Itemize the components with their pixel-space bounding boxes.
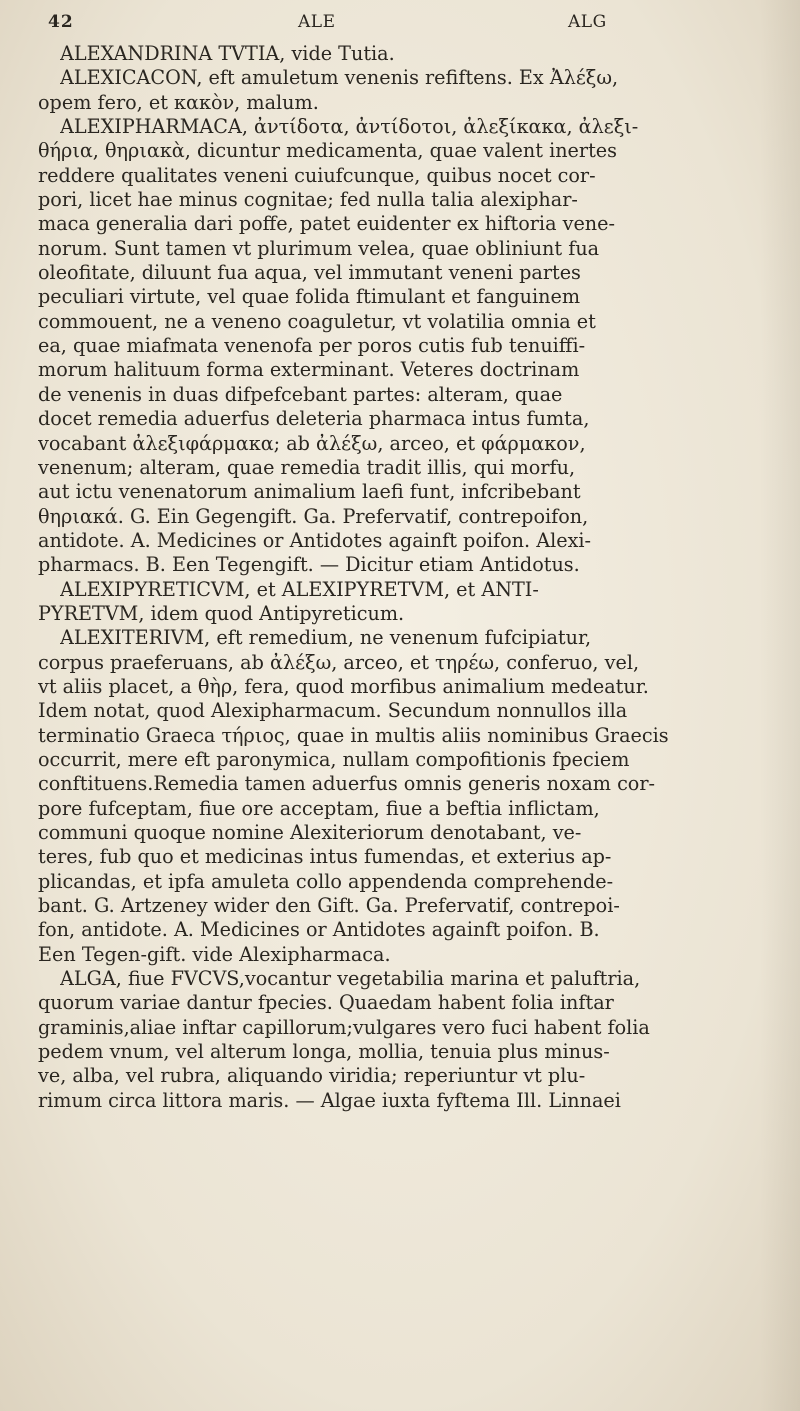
page-number: 42 — [48, 12, 74, 32]
text-line: θήρια, θηριακὰ, dicuntur medicamenta, quae valent inertes — [38, 139, 617, 163]
text-line: ALEXITERIVM, eft remedium, ne venenum fufcipiatur, — [60, 626, 592, 650]
text-line: norum. Sunt tamen vt plurimum velea, quae obliniunt fua — [38, 236, 600, 260]
text-line: graminis,aliae inftar capillorum;vulgares vero fuci habent folia — [38, 1015, 650, 1039]
text-line: ve, alba, vel rubra, aliquando viridia; reperiuntur vt plu- — [38, 1064, 586, 1088]
text-line: oleofitate, diluunt fua aqua, vel immutant veneni partes — [38, 261, 581, 285]
text-line: aut ictu venenatorum animalium laefi funt, infcribebant — [38, 480, 581, 504]
right-running-head: ALG — [568, 12, 607, 32]
text-line: occurrit, mere eft paronymica, nullam compofitionis fpeciem — [38, 747, 630, 771]
dictionary-entry — [38, 66, 754, 115]
text-line: ALGA, fiue FVCVS,vocantur vegetabilia marina et paluftria, — [60, 967, 641, 991]
dictionary-entry — [38, 578, 754, 627]
text-line: bant. G. Artzeney wider den Gift. Ga. Prefervatif, contrepoi- — [38, 894, 620, 918]
text-line: ALEXICACON, eft amuletum venenis refiftens. Ex Ἀλέξω, — [60, 66, 619, 90]
text-line: quorum variae dantur fpecies. Quaedam habent folia inftar — [38, 991, 614, 1015]
text-line: pore fufceptam, fiue ore acceptam, fiue a beftia inflictam, — [38, 796, 600, 820]
text-line: venenum; alteram, quae remedia tradit illis, qui morfu, — [38, 455, 576, 479]
text-line: plicandas, et ipfa amuleta collo appendenda comprehende- — [38, 869, 614, 893]
text-line: ALEXANDRINA TVTIA, vide Tutia. — [60, 42, 395, 65]
text-line: conftituens.Remedia tamen aduerfus omnis generis noxam cor- — [38, 772, 656, 796]
text-line: morum halituum forma exterminant. Veteres doctrinam — [38, 358, 580, 382]
page-shadow — [760, 0, 800, 1411]
text-line: docet remedia aduerfus deleteria pharmaca intus fumta, — [38, 407, 590, 431]
text-line: antidote. A. Medicines or Antidotes againft poifon. Alexi- — [38, 528, 592, 552]
text-line: communi quoque nomine Alexiteriorum denotabant, ve- — [38, 821, 582, 844]
dictionary-entry — [38, 115, 754, 578]
dictionary-entry — [38, 967, 754, 1113]
text-line: PYRETVM, idem quod Antipyreticum. — [38, 601, 405, 625]
text-line: terminatio Graeca τήριος, quae in multis aliis nominibus Graecis — [38, 723, 669, 747]
text-line: opem fero, et κακὸν, malum. — [38, 90, 319, 114]
text-line: corpus praeferuans, ab ἀλέξω, arceo, et τηρέω, conferuo, vel, — [38, 650, 640, 674]
text-line: reddere qualitates veneni cuiufcunque, quibus nocet cor- — [38, 163, 596, 187]
text-line: Een Tegen-gift. vide Alexipharmaca. — [38, 942, 391, 966]
text-line: ALEXIPYRETICVM, et ALEXIPYRETVM, et ANTI- — [60, 577, 539, 601]
text-line: fon, antidote. A. Medicines or Antidotes againft poifon. B. — [38, 918, 600, 942]
text-line: θηριακά. G. Ein Gegengift. Ga. Prefervatif, contrepoifon, — [38, 504, 589, 528]
dictionary-entry — [38, 626, 754, 967]
text-line: pedem vnum, vel alterum longa, mollia, tenuia plus minus- — [38, 1040, 610, 1064]
text-line: ea, quae miafmata venenofa per poros cutis fub tenuiffi- — [38, 334, 586, 358]
text-line: de venenis in duas difpefcebant partes: alteram, quae — [38, 382, 563, 406]
text-line: Idem notat, quod Alexipharmacum. Secundum nonnullos illa — [38, 699, 628, 723]
text-line: ALEXIPHARMACA, ἀντίδοτα, ἀντίδοτοι, ἀλεξίκακα, ἀλεξι- — [60, 115, 639, 139]
text-line: peculiari virtute, vel quae folida ftimulant et fanguinem — [38, 285, 581, 309]
dictionary-text — [38, 42, 754, 1113]
text-line: pharmacs. B. Een Tegengift. — Dicitur etiam Antidotus. — [38, 553, 580, 577]
text-line: vocabant ἀλεξιφάρμακα; ab ἀλέξω, arceo, et φάρμακον, — [38, 431, 586, 455]
text-line: maca generalia dari poffe, patet euidenter ex hiftoria vene- — [38, 212, 615, 236]
text-line: commouent, ne a veneno coaguletur, vt volatilia omnia et — [38, 309, 596, 333]
text-line: pori, licet hae minus cognitae; fed nulla talia alexiphar- — [38, 188, 578, 212]
text-line: teres, fub quo et medicinas intus fumendas, et exterius ap- — [38, 845, 612, 869]
dictionary-entry — [38, 42, 754, 66]
left-running-head: ALE — [298, 12, 336, 32]
text-line: vt aliis placet, a θὴρ, fera, quod morfibus animalium medeatur. — [38, 674, 649, 698]
text-line: rimum circa littora maris. — Algae iuxta fyftema Ill. Linnaei — [38, 1088, 621, 1112]
running-header — [48, 6, 608, 36]
